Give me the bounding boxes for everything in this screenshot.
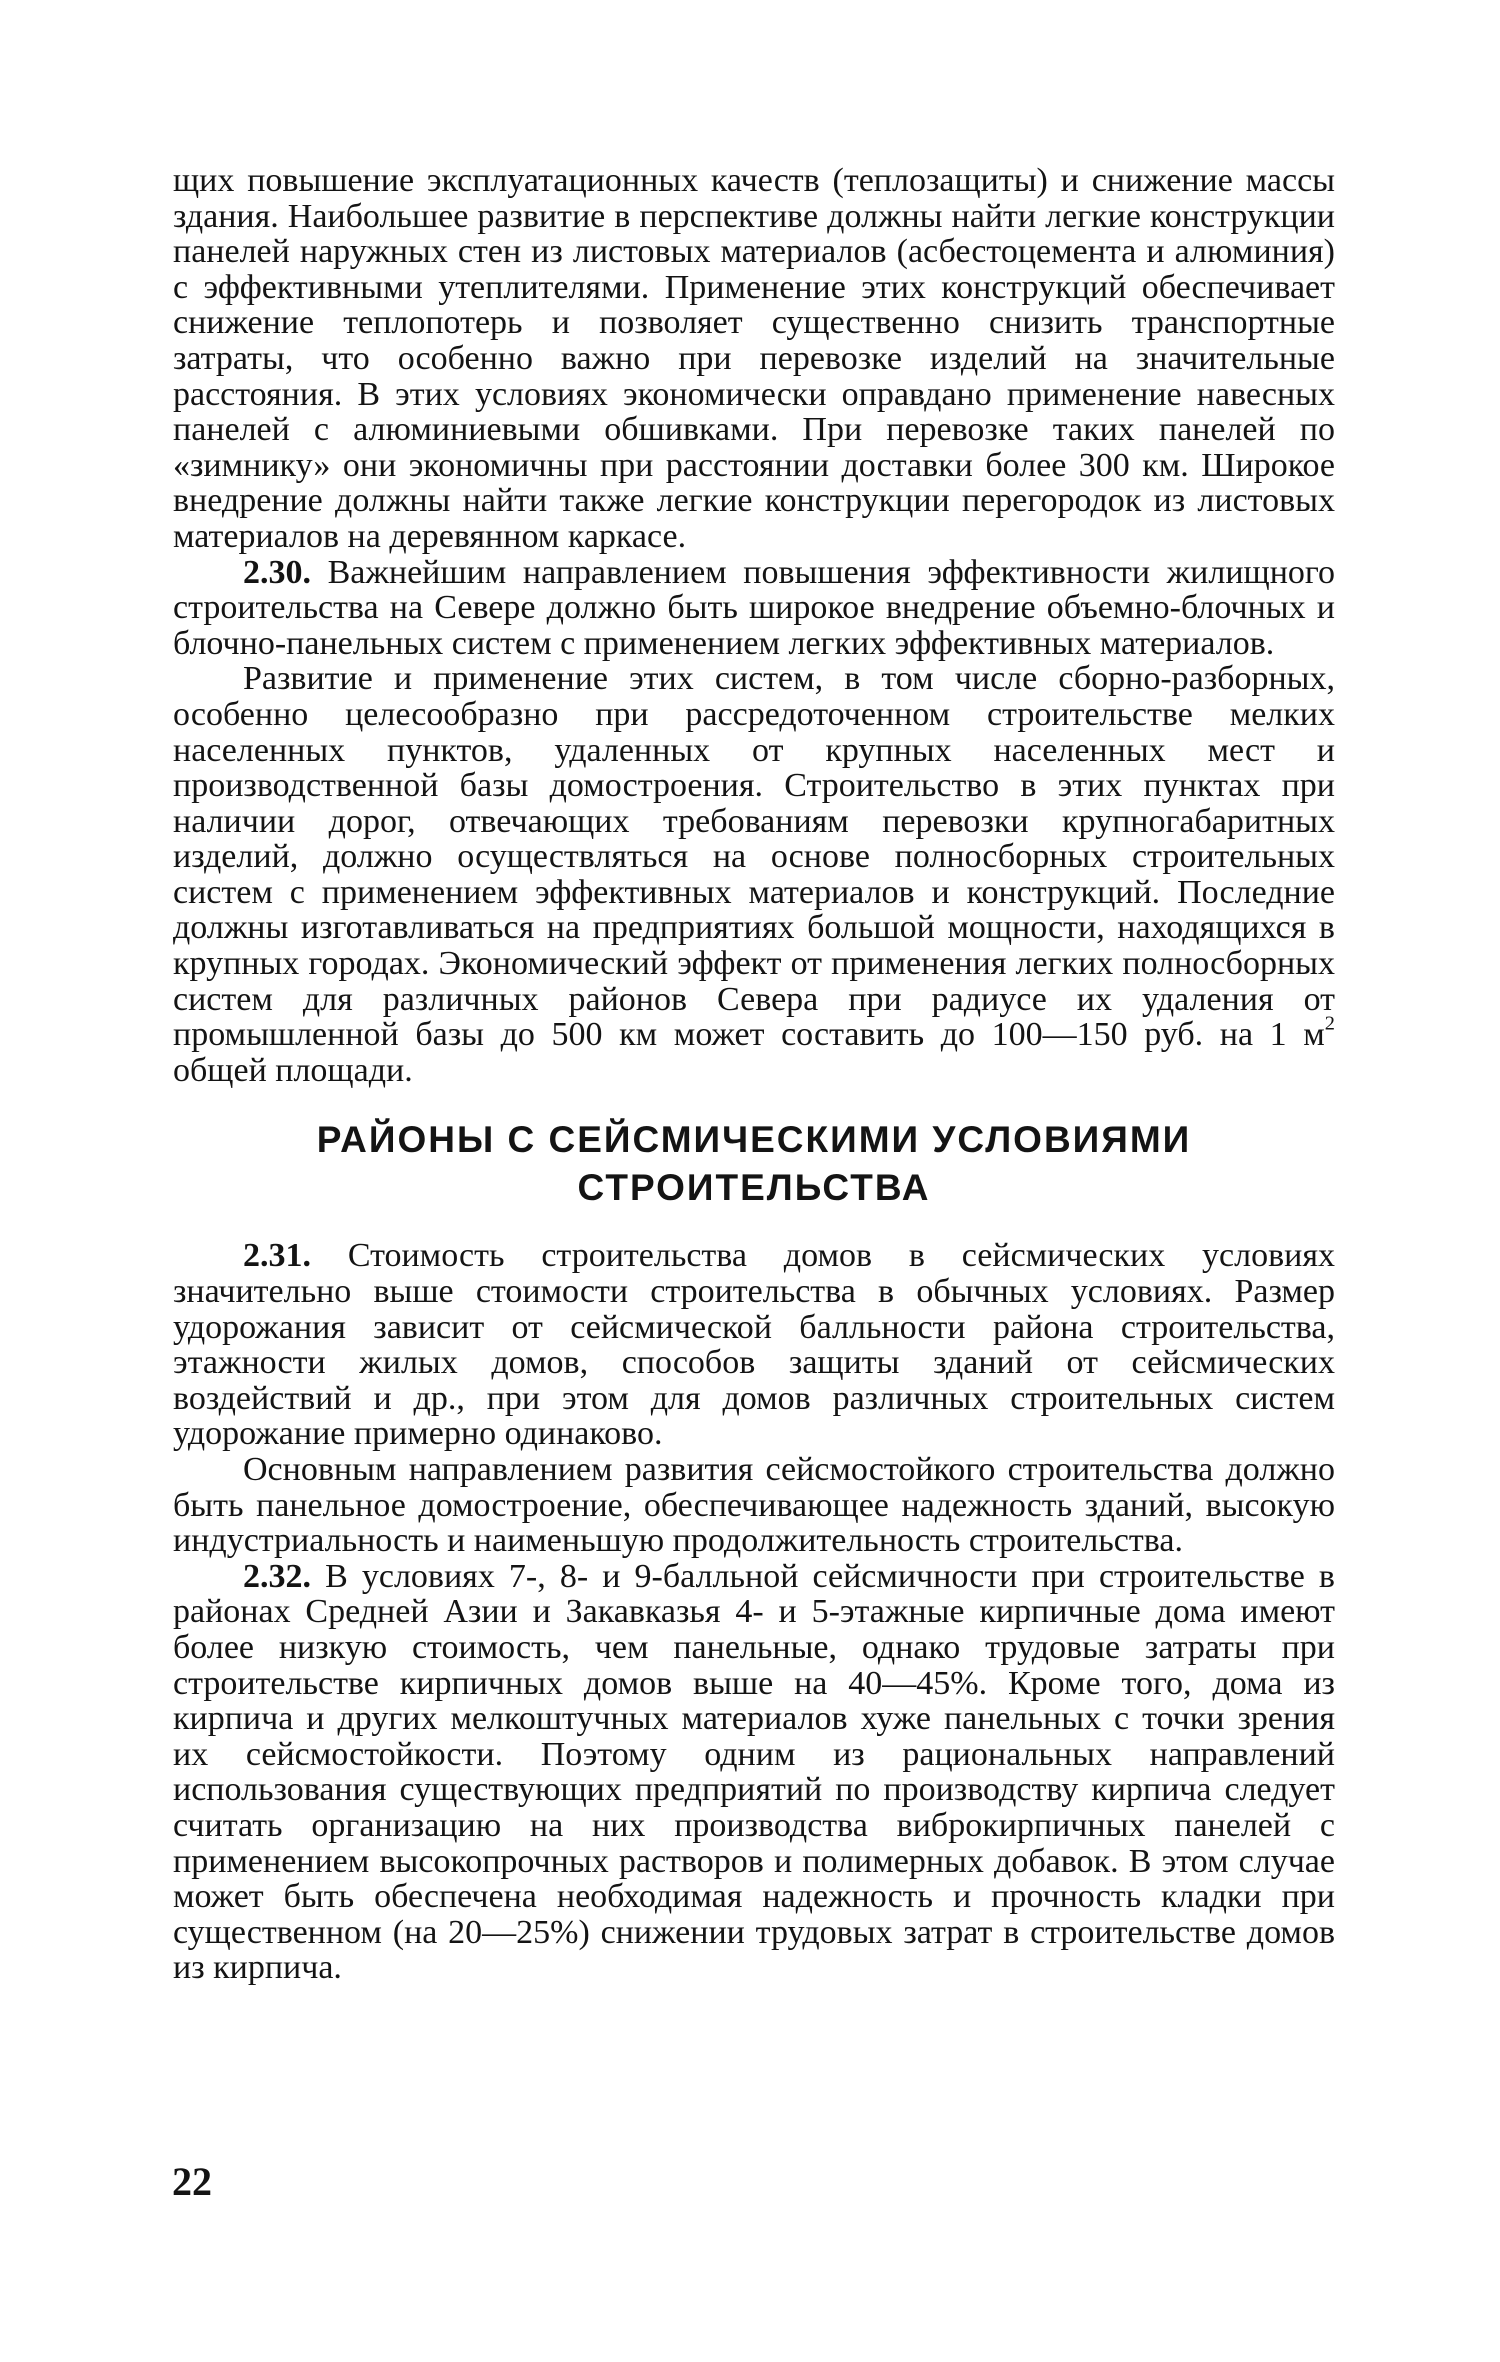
paragraph-seismic-panels: [173, 1452, 1335, 1559]
paragraph-text: Развитие и применение этих систем, в том числе сборно-разборных, особенно целесообразно при рассредоточенном строительстве мелких населенных пунктов, удаленных от крупных населенных мест и производственной базы домостроения. Строительство в этих пунктах при наличии дорог, отвечающих требованиям перевозки крупногабаритных изделий, должно осуществляться на основе полносборных строительных систем с применением эффективных материалов и конструкций. Последние должны изготавливаться на предприятиях большой мощности, находящихся в крупных городах. Экономический эффект от применения легких полносборных систем для различных районов Севера при радиусе их удаления от промышленной базы до 500 км может составить до 100—150 руб. на 1 м: [173, 660, 1335, 1054]
paragraph-clause-2-31: [173, 1238, 1335, 1452]
paragraph-text-tail: общей площади.: [173, 1051, 413, 1089]
clause-number: 2.32.: [243, 1557, 311, 1595]
paragraph-continuation: [173, 163, 1335, 555]
text-column: [173, 163, 1335, 1986]
paragraph-text: Основным направлением развития сейсмостойкого строительства должно быть панельное домостроение, обеспечивающее надежность зданий, высокую индустриальность и наименьшую продолжительность строительства.: [173, 1451, 1335, 1560]
paragraph-clause-2-32: [173, 1559, 1335, 1986]
superscript-exponent: 2: [1324, 1012, 1335, 1035]
paragraph-text: В условиях 7-, 8- и 9-балльной сейсмичности при строительстве в районах Средней Азии и Закавказья 4- и 5-этажные кирпичные дома имеют более низкую стоимость, чем панельные, однако трудовые затраты при строительстве кирпичных домов выше на 40—45%. Кроме того, дома из кирпича и других мелкоштучных материалов хуже панельных с точки зрения их сейсмостойкости. Поэтому одним из рациональных направлений использования существующих предприятий по производству кирпича следует считать организацию на них производства виброкирпичных панелей с применением высокопрочных растворов и полимерных добавок. В этом случае может быть обеспечена необходимая надежность и прочность кладки при существенном (на 20—25%) снижении трудовых затрат в строительстве домов из кирпича.: [173, 1557, 1335, 1987]
clause-number: 2.31.: [243, 1237, 311, 1275]
paragraph-north-systems: [173, 661, 1335, 1088]
paragraph-text: Стоимость строительства домов в сейсмических условиях значительно выше стоимости строительства в обычных условиях. Размер удорожания зависит от сейсмической балльности района строительства, этажности жилых домов, способов защиты зданий от сейсмических воздействий и др., при этом для домов различных строительных систем удорожание примерно одинаково.: [173, 1237, 1335, 1453]
paragraph-text: Важнейшим направлением повышения эффективности жилищного строительства на Севере должно быть широкое внедрение объемно-блочных и блочно-панельных систем с применением легких эффективных материалов.: [173, 553, 1335, 662]
clause-number: 2.30.: [243, 553, 311, 591]
paragraph-clause-2-30: [173, 555, 1335, 662]
section-heading: [173, 1116, 1335, 1212]
section-heading-line-1: РАЙОНЫ С СЕЙСМИЧЕСКИМИ УСЛОВИЯМИ: [316, 1119, 1192, 1161]
page-number: 22: [172, 2159, 212, 2204]
section-heading-line-2: СТРОИТЕЛЬСТВА: [577, 1167, 931, 1209]
paragraph-text: щих повышение эксплуатационных качеств (теплозащиты) и снижение массы здания. Наибольшее развитие в перспективе должны найти легкие конструкции панелей наружных стен из листовых материалов (асбестоцемента и алюминия) с эффективными утеплителями. Применение этих конструкций обеспечивает снижение теплопотерь и позволяет существенно снизить транспортные затраты, что особенно важно при перевозке изделий на значительные расстояния. В этих условиях экономически оправдано применение навесных панелей с алюминиевыми обшивками. При перевозке таких панелей по «зимнику» они экономичны при расстоянии доставки более 300 км. Широкое внедрение должны найти также легкие конструкции перегородок из листовых материалов на деревянном каркасе.: [173, 162, 1335, 555]
